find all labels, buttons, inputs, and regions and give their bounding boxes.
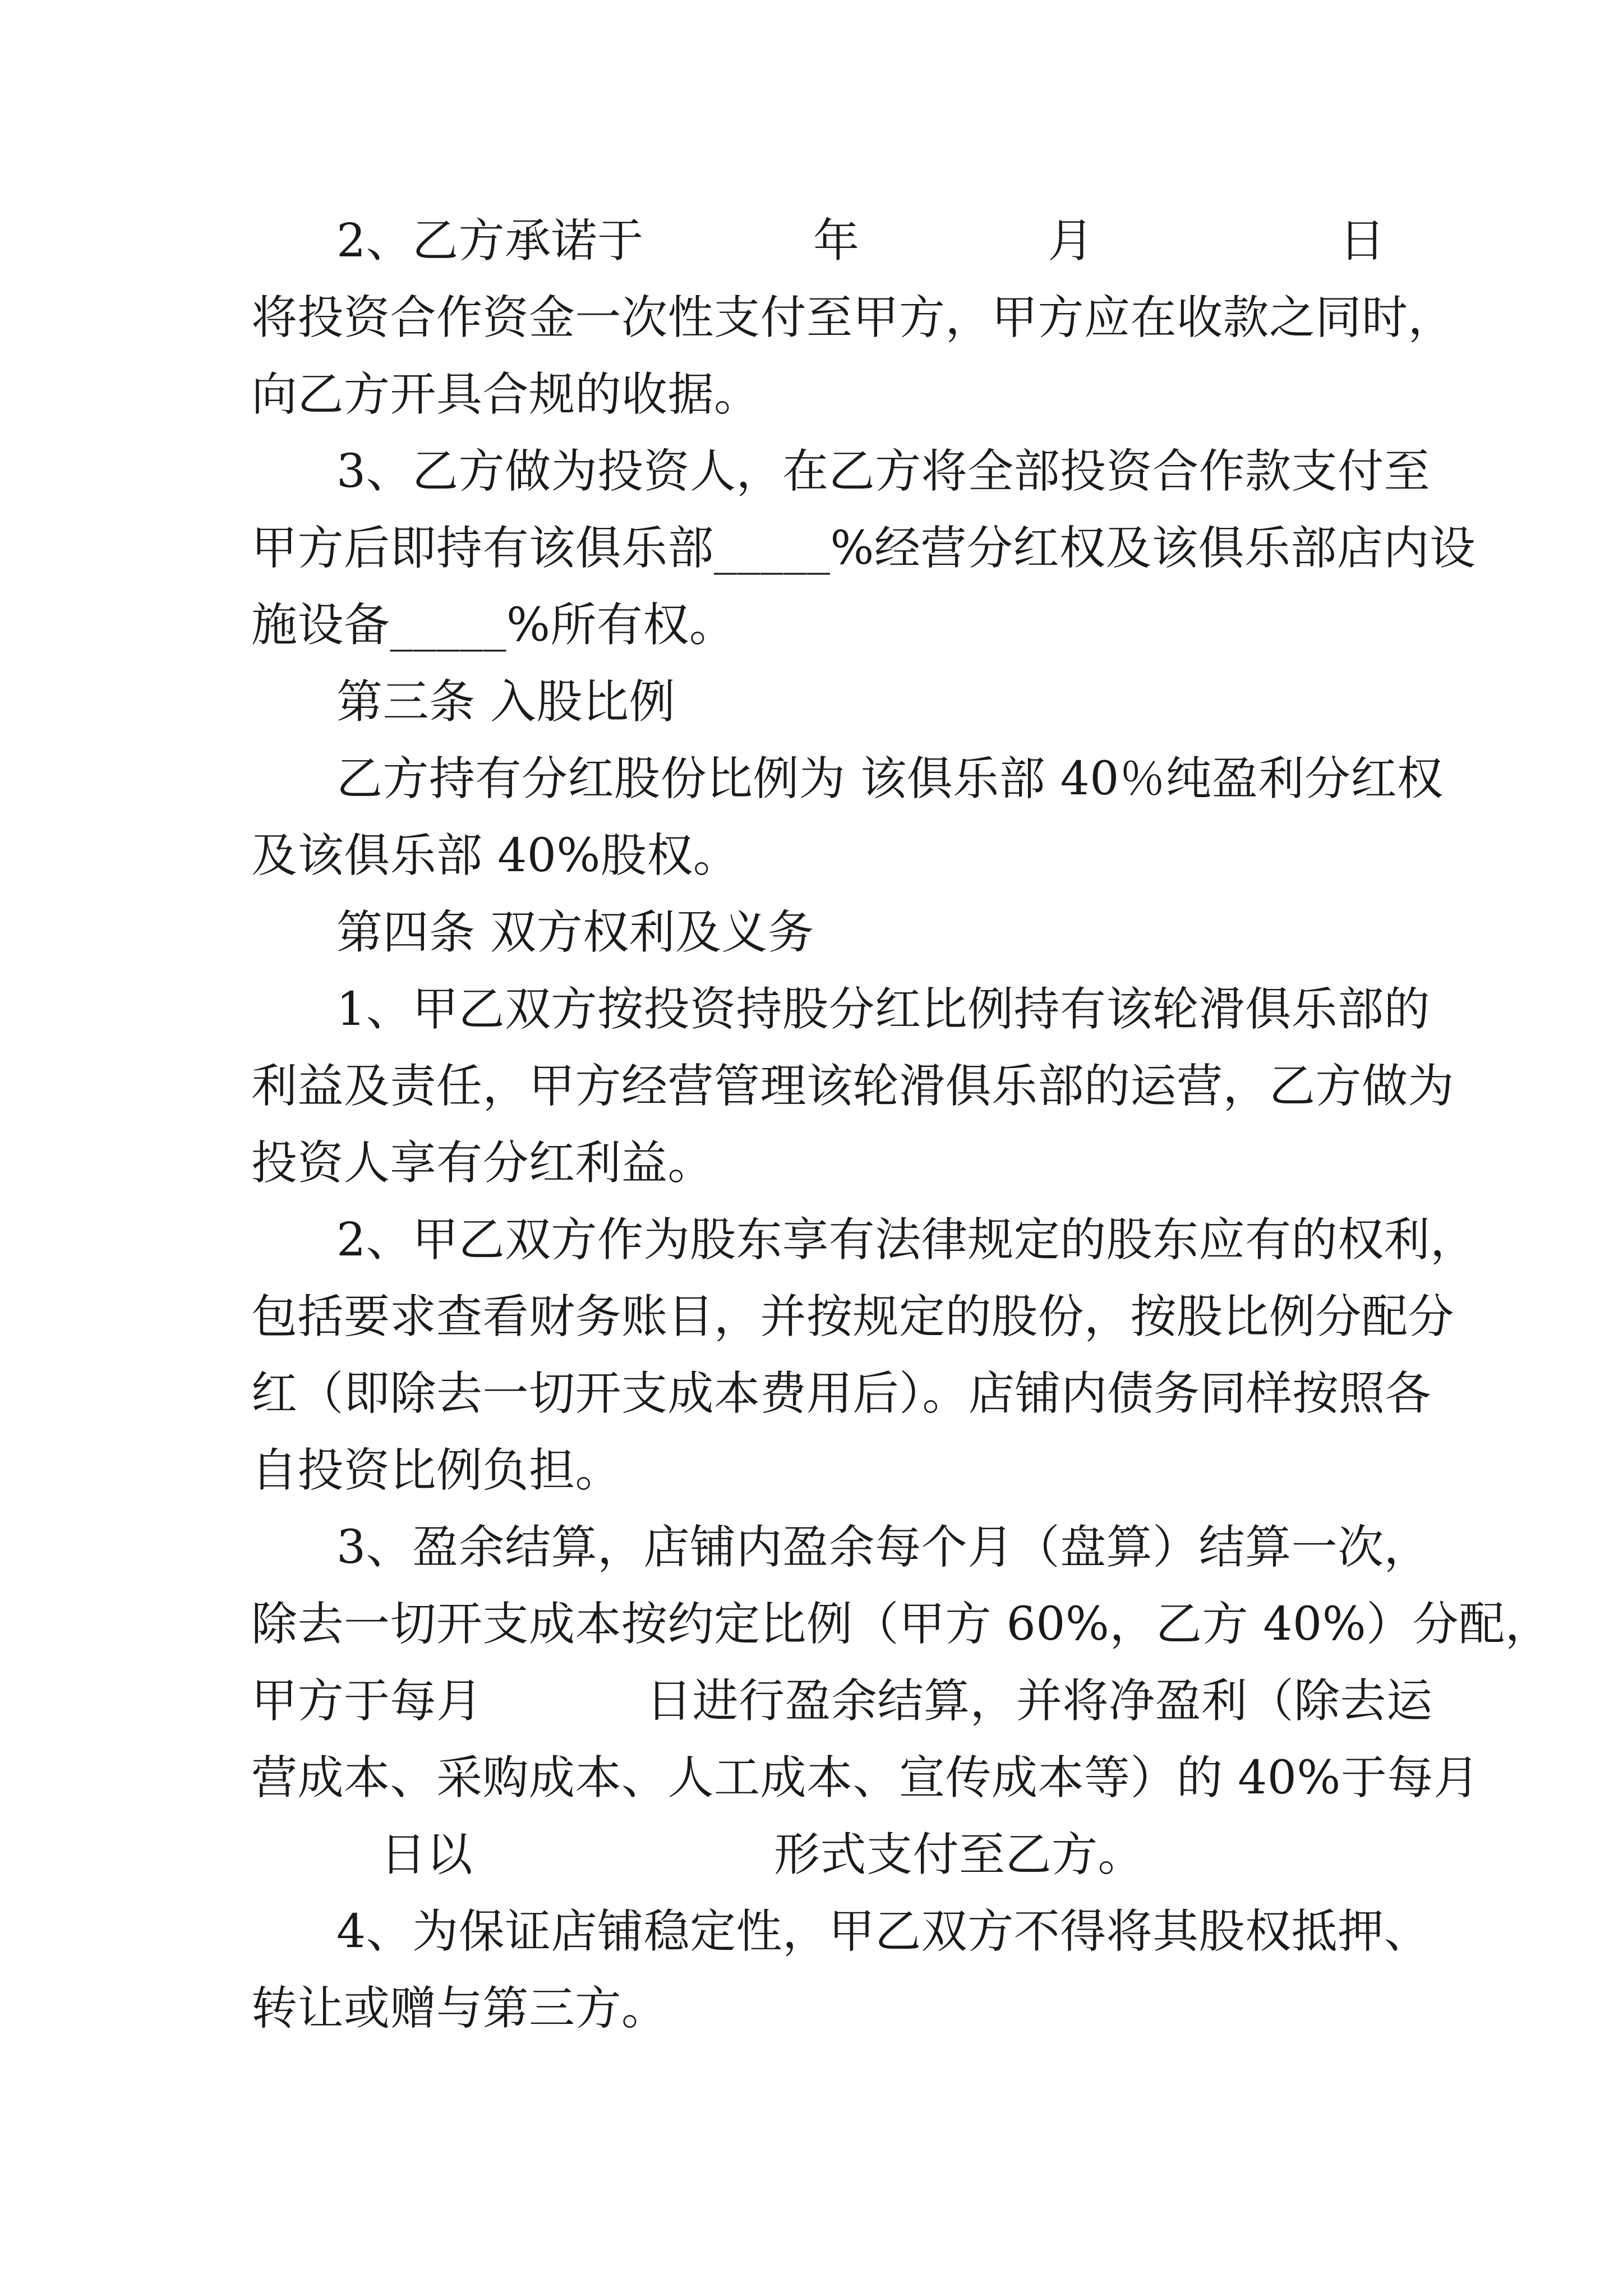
paragraph-line: 将投资合作资金一次性支付至甲方，甲方应在收款之同时， <box>251 291 1455 344</box>
paragraph-line: 3、盈余结算，店铺内盈余每个月（盘算）结算一次， <box>336 1521 1431 1574</box>
paragraph-line: 1、甲乙双方按投资持股分红比例持有该轮滑俱乐部的 <box>336 983 1431 1036</box>
section-heading-article-3: 第三条 入股比例 <box>336 675 676 729</box>
paragraph-line: 甲方后即持有该俱乐部_____%经营分红权及该俱乐部店内设 <box>251 522 1476 575</box>
paragraph-line: 4、为保证店铺稳定性，甲乙双方不得将其股权抵押、 <box>336 1905 1431 1958</box>
paragraph-line: 及该俱乐部 40%股权。 <box>251 829 740 882</box>
settlement-lead: 甲方于每月 <box>251 1674 483 1728</box>
paragraph-line: 转让或赠与第三方。 <box>251 1982 668 2035</box>
paragraph-line: 乙方持有分红股份比例为 该俱乐部 40％纯盈利分红权 <box>336 752 1444 806</box>
paragraph-line: 向乙方开具合规的收据。 <box>251 368 760 421</box>
paragraph-line: 施设备_____%所有权。 <box>251 599 736 652</box>
paragraph-line: 红（即除去一切开支成本费用后）。店铺内债务同样按照各 <box>251 1367 1432 1420</box>
paragraph-line: 包括要求查看财务账目，并按规定的股份，按股比例分配分 <box>251 1290 1455 1343</box>
payment-form-line <box>251 1821 1390 1889</box>
paragraph-line: 投资人享有分红利益。 <box>251 1137 714 1190</box>
paragraph-line: 营成本、采购成本、人工成本、宣传成本等）的 40%于每月 <box>251 1751 1480 1805</box>
settlement-date-line <box>251 1668 1433 1735</box>
clause-2-lead: 2、乙方承诺于 <box>336 214 644 268</box>
paragraph-line: 自投资比例负担。 <box>251 1444 622 1497</box>
payment-day-label: 日以 <box>380 1828 473 1881</box>
paragraph-line: 3、乙方做为投资人，在乙方将全部投资合作款支付至 <box>336 445 1431 498</box>
paragraph-line: 利益及责任，甲方经营管理该轮滑俱乐部的运营，乙方做为 <box>251 1060 1455 1113</box>
month-label: 月 <box>1048 214 1094 268</box>
year-label: 年 <box>813 214 860 268</box>
paragraph-line: 2、甲乙双方作为股东享有法律规定的股东应有的权利， <box>336 1213 1477 1267</box>
section-heading-article-4: 第四条 双方权利及义务 <box>336 906 814 959</box>
clause-2-commitment-line <box>336 208 1390 275</box>
payment-form-tail: 形式支付至乙方。 <box>774 1828 1145 1881</box>
paragraph-line: 除去一切开支成本按约定比例（甲方 60%，乙方 40%）分配， <box>251 1598 1552 1651</box>
day-label: 日 <box>1339 214 1386 268</box>
settlement-tail: 日进行盈余结算，并将净盈利（除去运 <box>646 1674 1433 1728</box>
